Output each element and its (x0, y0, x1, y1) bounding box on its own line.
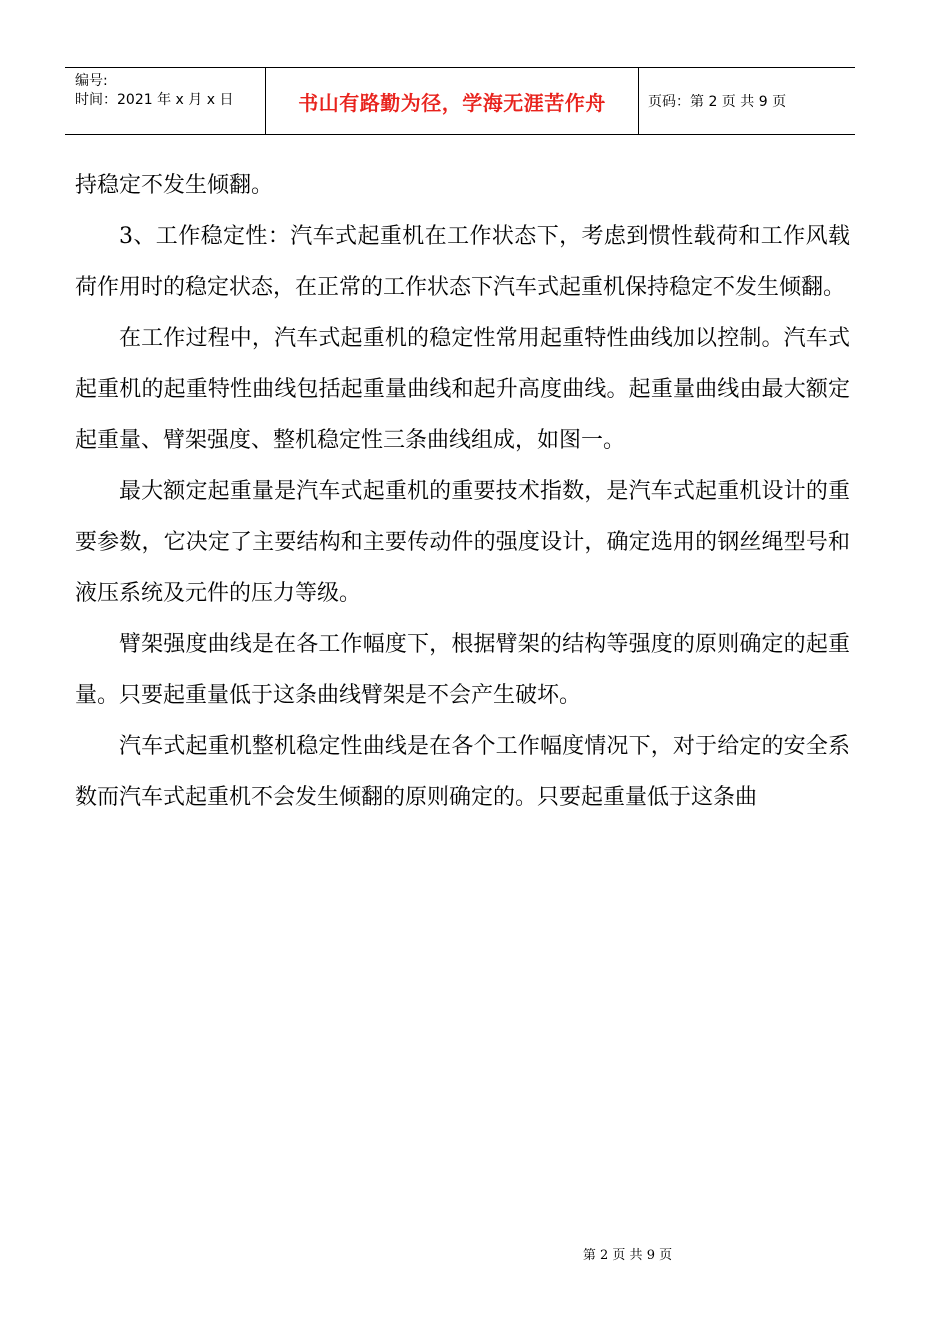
header-motto: 书山有路勤为径，学海无涯苦作舟 (266, 68, 639, 134)
document-body (75, 160, 850, 823)
paragraph-overall-stability: 汽车式起重机整机稳定性曲线是在各个工作幅度情况下，对于给定的安全系数而汽车式起重机不会发生倾翻的原则确定的。只要起重量低于这条曲 (75, 734, 850, 810)
header-page-info: 页码：第 2 页 共 9 页 (648, 94, 787, 110)
page-header (65, 67, 855, 135)
paragraph-lifting-curves: 在工作过程中，汽车式起重机的稳定性常用起重特性曲线加以控制。汽车式起重机的起重特性曲线包括起重量曲线和起升高度曲线。起重量曲线由最大额定起重量、臂架强度、整机稳定性三条曲线组成，如图一。 (75, 326, 850, 453)
paragraph-max-rated-load: 最大额定起重量是汽车式起重机的重要技术指数，是汽车式起重机设计的重要参数，它决定了主要结构和主要传动件的强度设计，确定选用的钢丝绳型号和液压系统及元件的压力等级。 (75, 479, 850, 606)
page-footer: 第 2 页 共 9 页 (582, 1248, 673, 1263)
header-meta (65, 68, 266, 134)
paragraph-continuation: 持稳定不发生倾翻。 (75, 173, 274, 198)
document-number-label: 编号: (75, 73, 108, 89)
paragraph-working-stability: 3、工作稳定性：汽车式起重机在工作状态下，考虑到惯性载荷和工作风载荷作用时的稳定状态，在正常的工作状态下汽车式起重机保持稳定不发生倾翻。 (75, 224, 850, 300)
paragraph-boom-strength: 臂架强度曲线是在各工作幅度下，根据臂架的结构等强度的原则确定的起重量。只要起重量低于这条曲线臂架是不会产生破坏。 (75, 632, 850, 708)
document-time: 时间：2021 年 x 月 x 日 (75, 92, 234, 108)
